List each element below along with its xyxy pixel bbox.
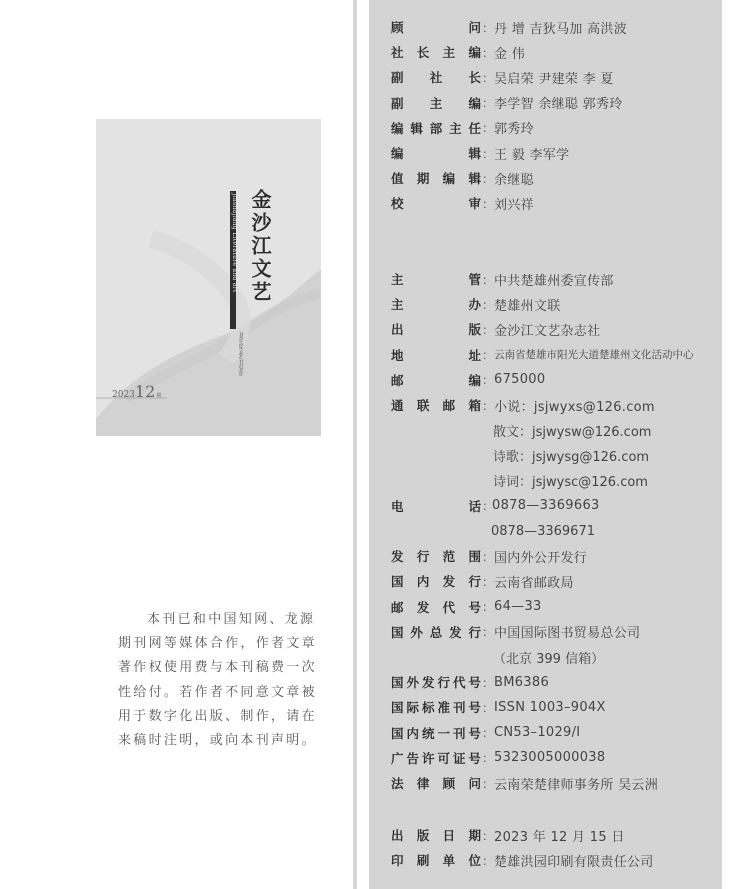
masthead-value: 丹 增 吉狄马加 高洪波 <box>494 21 627 37</box>
masthead-label: 副 社 长 <box>391 70 481 86</box>
masthead-label: 顾 问 <box>391 20 481 35</box>
cover-issue-year: 2023 <box>112 390 135 400</box>
copyright-notice-text: 本刊已和中国知网、龙源期刊网等媒体合作，作者文章著作权使用费与本刊稿费一次性给付。若作者不同意文章被用于数字化出版、制作，请在来稿时注明，或向本刊声明。 <box>118 612 317 749</box>
masthead-value: 云南省邮政局 <box>494 575 574 591</box>
masthead-row <box>391 93 623 113</box>
masthead-label: 电 话 <box>391 498 481 514</box>
masthead-label: 通 联 邮 箱 <box>391 398 481 413</box>
masthead-row <box>391 269 614 289</box>
masthead-value: 楚雄州文联 <box>494 298 561 314</box>
masthead-row <box>391 42 525 62</box>
masthead-label: 值 期 编 辑 <box>391 171 481 187</box>
masthead-colon: ： <box>482 600 495 615</box>
masthead-label: 印 刷 单 位 <box>391 853 481 869</box>
masthead-label: 社 长 主 编 <box>391 45 481 61</box>
masthead-colon: ： <box>482 171 495 186</box>
masthead-row <box>391 67 614 87</box>
masthead-label: 副 主 编 <box>391 95 481 111</box>
masthead-label: 邮 发 代 号 <box>391 599 481 615</box>
masthead-value: 刘兴祥 <box>494 197 534 213</box>
masthead-row <box>391 773 658 793</box>
phone-number: 0878—3369671 <box>491 523 595 539</box>
masthead-value: 中共楚雄州委宣传部 <box>494 273 614 289</box>
masthead-row <box>391 193 534 213</box>
masthead-colon: ： <box>482 322 495 337</box>
masthead-label: 广 告 许 可 证 号 <box>391 750 481 766</box>
masthead-colon: ： <box>482 499 495 514</box>
masthead-value: 云南荣楚律师事务所 吴云洲 <box>494 777 659 793</box>
masthead-label: 国 际 标 准 刊 号 <box>391 700 481 716</box>
masthead-colon: ： <box>482 146 495 161</box>
masthead-row <box>391 850 654 870</box>
masthead-value: 楚雄洪园印刷有限责任公司 <box>494 854 654 870</box>
cover-pinyin: Jinshajiang Literature and art <box>231 193 238 293</box>
masthead-value: 小说：jsjwyxs@126.com <box>494 399 655 415</box>
masthead-colon: ： <box>482 45 495 60</box>
masthead-row <box>391 672 549 692</box>
masthead-label: 国 内 发 行 <box>391 574 481 590</box>
masthead-label: 校 审 <box>391 196 481 212</box>
masthead-colon: ： <box>482 751 495 766</box>
masthead-row <box>391 546 587 566</box>
masthead-value: 5323005000038 <box>494 750 606 766</box>
masthead-row <box>391 697 606 717</box>
cover-issue-number: 12 <box>134 382 156 401</box>
masthead-colon: ： <box>482 121 495 136</box>
masthead-label: 主 管 <box>391 272 481 287</box>
masthead-row <box>391 748 605 768</box>
masthead-colon: ： <box>482 96 495 111</box>
masthead-row <box>391 496 600 516</box>
masthead-colon: ： <box>482 297 495 312</box>
page-edge <box>722 0 729 889</box>
masthead-value: 余继聪 <box>494 172 534 188</box>
masthead-row <box>391 395 655 415</box>
masthead-colon: ： <box>482 776 495 791</box>
masthead-value: 国内外公开发行 <box>494 550 588 566</box>
masthead-label: 主 办 <box>391 297 481 313</box>
masthead-value: 李学智 余继聪 郭秀玲 <box>494 97 623 113</box>
masthead-value: 云南省楚雄市阳光大道楚雄州文化活动中心 <box>494 349 694 362</box>
masthead-label: 国 外 发 行 代 号 <box>391 675 481 691</box>
phone-number: 0878—3369663 <box>492 498 600 514</box>
masthead-label: 法 律 顾 问 <box>391 776 481 791</box>
masthead-label: 出 版 日 期 <box>391 828 481 843</box>
masthead-colon: ： <box>482 549 495 564</box>
masthead-value: 吴启荣 尹建荣 李 夏 <box>494 71 614 87</box>
masthead-value: 王 毅 李军学 <box>494 147 570 163</box>
masthead-value: 2023 年 12 月 15 日 <box>494 829 625 845</box>
masthead-value: 郭秀玲 <box>494 122 534 138</box>
masthead-label: 出 版 <box>391 322 481 338</box>
masthead-colon: ： <box>482 574 495 589</box>
masthead-value: 中国国际图书贸易总公司 <box>494 626 641 642</box>
masthead-row <box>391 825 625 845</box>
cover-publisher: 金沙江文艺杂志社 <box>239 332 245 376</box>
masthead-colon: ： <box>482 196 495 211</box>
masthead-colon: ： <box>482 675 495 690</box>
masthead-colon: ： <box>482 373 495 388</box>
masthead-row <box>391 622 640 642</box>
masthead-value: ISSN 1003–904X <box>494 699 606 715</box>
masthead-value: 64—33 <box>494 599 542 615</box>
masthead-colon: ： <box>482 700 495 715</box>
masthead-colon: ： <box>482 272 495 287</box>
masthead-label: 编 辑 <box>391 146 481 161</box>
masthead-row <box>391 17 627 37</box>
masthead-value: CN53–1029/I <box>494 725 581 741</box>
masthead-row <box>391 143 569 163</box>
copyright-notice <box>118 608 324 753</box>
masthead-row <box>391 345 694 365</box>
masthead-value: 675000 <box>494 372 546 388</box>
masthead-value: 金沙江文艺杂志社 <box>494 323 601 339</box>
page-gutter-gap <box>357 0 369 889</box>
foreign-distribution-note: （北京 399 信箱） <box>493 651 605 667</box>
cover-title: 金沙江文艺 <box>248 189 272 304</box>
masthead-colon: ： <box>482 726 495 741</box>
masthead-colon: ： <box>482 398 495 413</box>
masthead-colon: ： <box>482 20 495 35</box>
masthead-row <box>391 370 545 390</box>
masthead-label: 国 内 统 一 刊 号 <box>391 725 481 741</box>
email-address: 诗词：jsjwysc@126.com <box>493 475 648 491</box>
masthead-label: 发 行 范 围 <box>391 549 481 565</box>
email-address: 诗歌：jsjwysg@126.com <box>493 449 650 465</box>
cover-issue-suffix: 期 <box>156 393 162 399</box>
masthead-row <box>391 168 534 188</box>
masthead-colon: ： <box>482 625 495 640</box>
masthead-label: 邮 编 <box>391 372 481 388</box>
cover-thumbnail <box>96 119 321 436</box>
masthead-colon: ： <box>482 348 495 363</box>
masthead-row <box>391 597 542 617</box>
masthead-label: 地 址 <box>391 347 481 363</box>
masthead-value: 金 伟 <box>494 46 526 62</box>
masthead-colon: ： <box>482 70 495 85</box>
masthead-label: 国 外 总 发 行 <box>391 624 481 640</box>
masthead-label: 编 辑 部 主 任 <box>391 120 481 136</box>
masthead-row <box>391 118 534 138</box>
masthead-colon: ： <box>482 853 495 868</box>
masthead-row <box>391 723 580 743</box>
masthead-row <box>391 319 600 339</box>
masthead-colon: ： <box>482 828 495 843</box>
cover-issue <box>112 382 161 401</box>
masthead-row <box>391 571 574 591</box>
masthead-value: BM6386 <box>494 674 550 690</box>
masthead-row <box>391 294 561 314</box>
email-address: 散文：jsjwysw@126.com <box>493 424 652 440</box>
